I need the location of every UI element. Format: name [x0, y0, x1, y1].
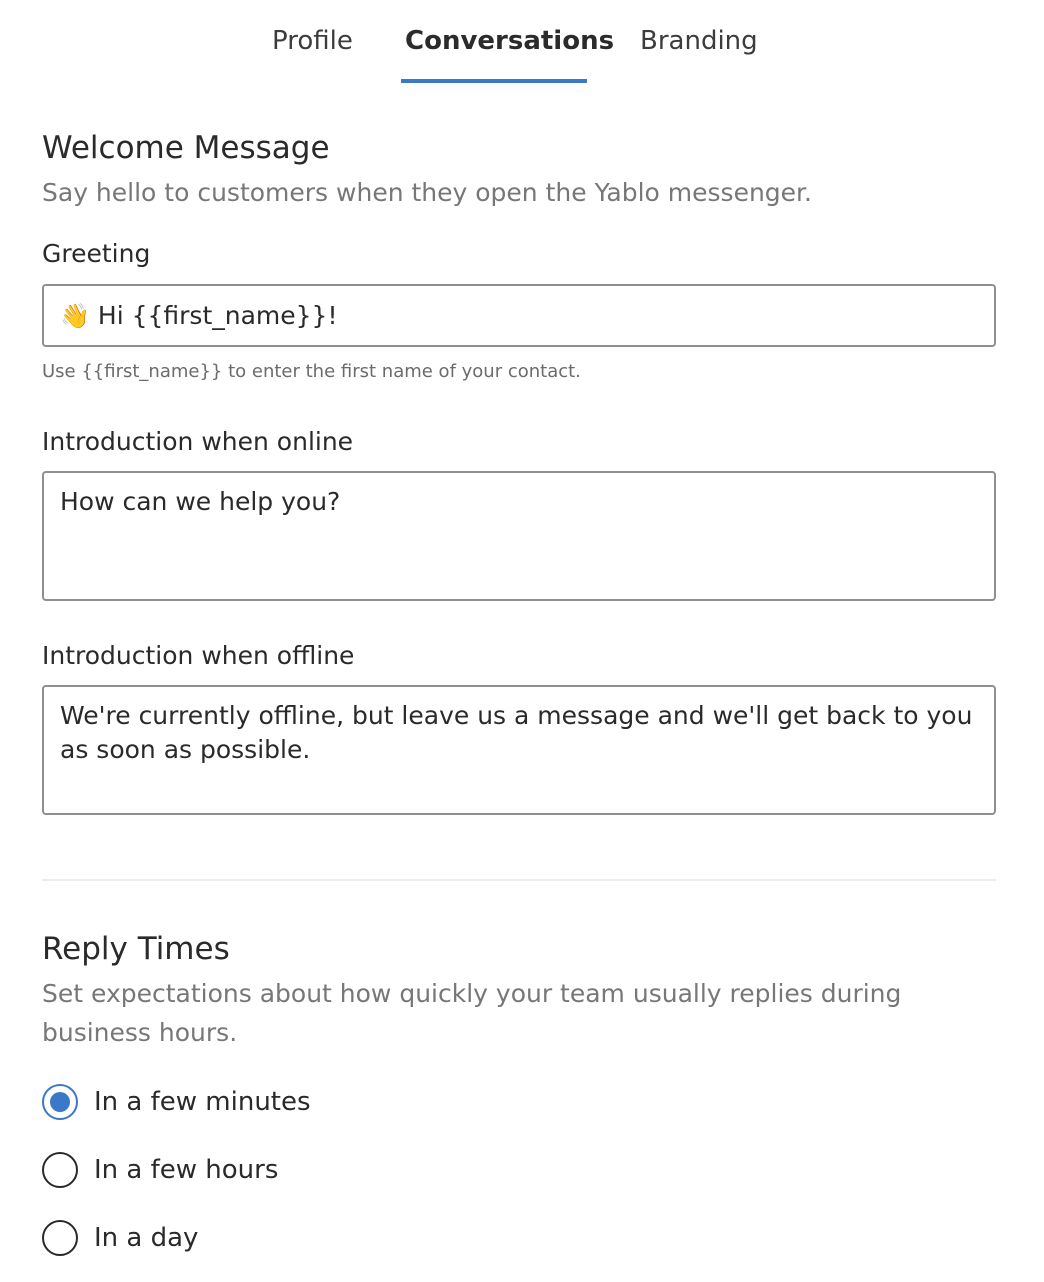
- offline-introduction-value: We're currently offline, but leave us a message and we'll get back to you as soon as possible.: [60, 701, 973, 764]
- greeting-label: Greeting: [42, 239, 151, 268]
- reply-option-a-day[interactable]: [42, 1218, 198, 1258]
- offline-introduction-label: Introduction when offline: [42, 641, 355, 670]
- waving-hand-icon: 👋: [60, 301, 90, 330]
- greeting-input-value: Hi {{first_name}}!: [97, 301, 338, 330]
- reply-option-few-minutes[interactable]: [42, 1082, 311, 1122]
- greeting-help-text: Use {{first_name}} to enter the first name of your contact.: [42, 361, 581, 382]
- tab-profile[interactable]: Profile: [272, 26, 353, 56]
- settings-tabs: [0, 0, 1044, 84]
- welcome-message-title: Welcome Message: [42, 130, 330, 166]
- online-introduction-textarea[interactable]: [42, 471, 996, 601]
- online-introduction-value: How can we help you?: [60, 487, 341, 516]
- tab-branding[interactable]: Branding: [640, 26, 758, 56]
- welcome-message-description: Say hello to customers when they open the Yablo messenger.: [42, 178, 812, 207]
- reply-option-label: In a few minutes: [94, 1087, 311, 1117]
- greeting-input[interactable]: [42, 284, 996, 347]
- tab-conversations[interactable]: Conversations: [405, 26, 615, 56]
- reply-times-description: Set expectations about how quickly your team usually replies during business hours.: [42, 979, 902, 1047]
- reply-option-few-hours[interactable]: [42, 1150, 278, 1190]
- reply-option-label: In a day: [94, 1223, 199, 1253]
- radio-selected-icon[interactable]: [42, 1084, 78, 1120]
- section-divider: [42, 879, 996, 881]
- reply-times-title: Reply Times: [42, 931, 230, 967]
- active-tab-indicator: [401, 79, 587, 83]
- radio-dot-icon: [50, 1092, 70, 1112]
- reply-option-label: In a few hours: [94, 1155, 279, 1185]
- radio-unselected-icon[interactable]: [42, 1152, 78, 1188]
- offline-introduction-textarea[interactable]: [42, 685, 996, 815]
- online-introduction-label: Introduction when online: [42, 427, 354, 456]
- radio-unselected-icon[interactable]: [42, 1220, 78, 1256]
